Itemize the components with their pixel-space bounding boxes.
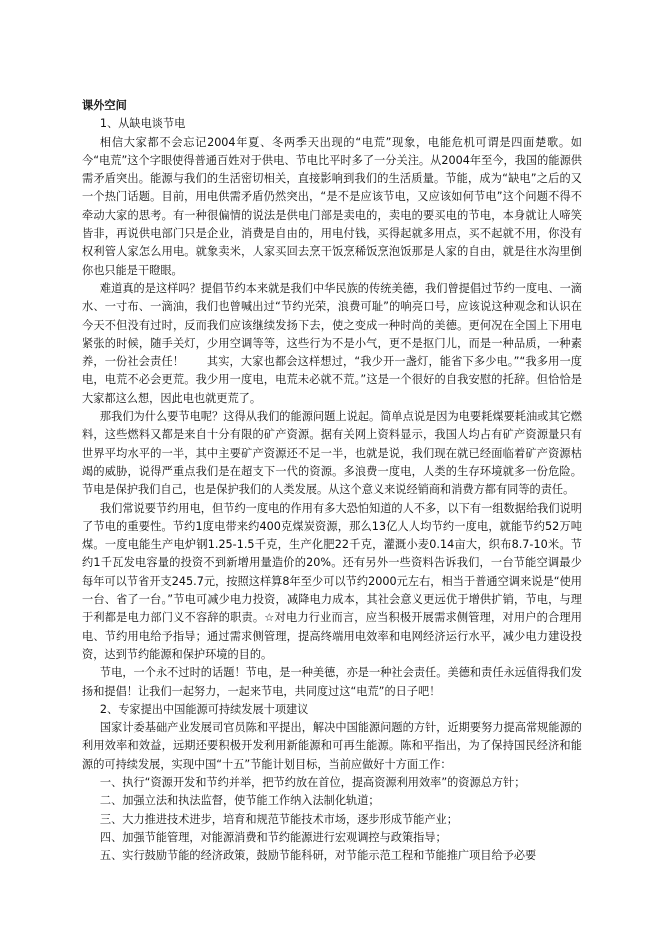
section1-paragraph: 我们常说要节约用电，但节约一度电的作用有多大恐怕知道的人不多，以下有一组数据给我们说明了节电的重要性。节约1度电带来约400克煤炭资源，那么13亿人人均节约一度电，就能节约52万吨煤。一度电能生产电炉钢1.25-1.5千克，生产化肥22千克，灌溉小麦0.14亩大，织布8.7-10米。节约1千瓦发电容量的投资不到新增用量造价的20%。还有另外一些资料告诉我们，一台节能空调最少每年可以节省开支245.7元，按照这样算8年至少可以节约2000元左右，相当于普通空调来说是“使用一台、省了一台。”节电可减少电力投资，减降电力成本，其社会意义更远优于增供扩销，节电，与理于利都是电力部门义不容辞的职责。☆对电力行业而言，应当积极开展需求侧管理，对用户的合理用电、节约用电给予指导；通过需求侧管理，提高终端用电效率和电网经济运行水平，减少电力建设投资，达到节约能源和保护环境的目的。 xyxy=(82,501,582,661)
section1-paragraph: 相信大家都不会忘记2004年夏、冬两季天出现的“电荒”现象，电能危机可谓是四面楚歌。如今“电荒”这个字眼使得普通百姓对于供电、节电比平时多了一分关注。从2004年至今，我国的能源供需矛盾突出。能源与我们的生活密切相关，直接影响到我们的生活质量。节能，成为“缺电”之后的又一个热门话题。目前，用电供需矛盾仍然突出，“是不是应该节电，又应该如何节电”这个问题不得不牵动大家的思考。有一种很偏情的说法是供电门部是卖电的，卖电的要买电的节电，本身就让人啼笑皆非，再说供电部门只是企业，消费是自由的，用电付钱，买得起就多用点，买不起就不用，你没有权利管人家怎么用电。就象卖米，人家买回去烹干饭烹稀饭烹泡饭那是人家的自由，就是往水沟里倒你也只能是干瞪眼。 xyxy=(82,135,582,277)
section1-paragraph: 难道真的是这样吗？提倡节约本来就是我们中华民族的传统美德，我们曾提倡过节约一度电、一滴水、一寸布、一滴油，我们也曾喊出过“节约光荣，浪费可耻”的响亮口号，应该说这种观念和认识在今天不但没有过时，反而我们应该继续发扬下去，使之变成一种时尚的美德。更何况在全国上下用电紧张的时候，随手关灯，少用空调等等，这些行为不是小气，更不是抠门儿，而是一种品质，一种素养，一份社会责任！ 其实，大家也都会这样想过，“我少开一盏灯，能省下多少电。”“我多用一度电，电荒不必会更荒。我少用一度电，电荒未必就不荒。”这是一个很好的自我安慰的托辞。但恰恰是大家都这么想，因此电也就更荒了。 xyxy=(82,281,582,405)
section1-paragraph: 节电，一个永不过时的话题！节电，是一种美德，亦是一种社会责任。美德和责任永远值得我们发扬和提倡！让我们一起努力，一起来节电，共同度过这“电荒”的日子吧！ xyxy=(82,666,582,698)
section2-intro: 国家计委基础产业发展司官员陈和平提出，解决中国能源问题的方针，近期要努力提高常规能源的利用效率和效益，远期还要积极开发利用新能源和可再生能源。陈和平指出，为了保持国民经济和能源的可持续发展，实现中国“十五”节能计划目标，当前应做好十方面工作： xyxy=(82,721,582,771)
document-title: 课外空间 xyxy=(82,99,127,112)
section1-heading: 1、从缺电谈节电 xyxy=(99,117,186,131)
recommendation-item: 二、加强立法和执法监督，使节能工作纳入法制化轨道； xyxy=(99,794,380,808)
recommendation-item: 五、实行鼓励节能的经济政策，鼓励节能科研，对节能示范工程和节能推广项目给予必要 xyxy=(99,849,537,863)
recommendation-item: 一、执行“资源开发和节约并举，把节约放在首位，提高资源利用效率”的资源总方针； xyxy=(99,775,526,789)
recommendation-item: 四、加强节能管理，对能源消费和节约能源进行宏观调控与政策指导； xyxy=(99,830,447,844)
section2-heading: 2、专家提出中国能源可持续发展十项建议 xyxy=(99,702,309,716)
document-page xyxy=(82,97,582,865)
recommendation-item: 三、大力推进技术进步，培育和规范节能技术市场，逐步形成节能产业； xyxy=(99,812,458,826)
section1-paragraph: 那我们为什么要节电呢？这得从我们的能源问题上说起。简单点说是因为电要耗煤要耗油或其它燃料，这些燃料又都是来自十分有限的矿产资源。据有关网上资料显示，我国人均占有矿产资源量只有世界平均水平的一半，其中主要矿产资源还不足一半，也就是说，我们现在就已经面临着矿产资源枯竭的威胁，说得严重点我们是在超支下一代的资源。多浪费一度电，人类的生存环境就多一份危险。节电是保护我们自己，也是保护我们的人类发展。从这个意义来说经销商和消费方都有同等的责任。 xyxy=(82,410,582,497)
